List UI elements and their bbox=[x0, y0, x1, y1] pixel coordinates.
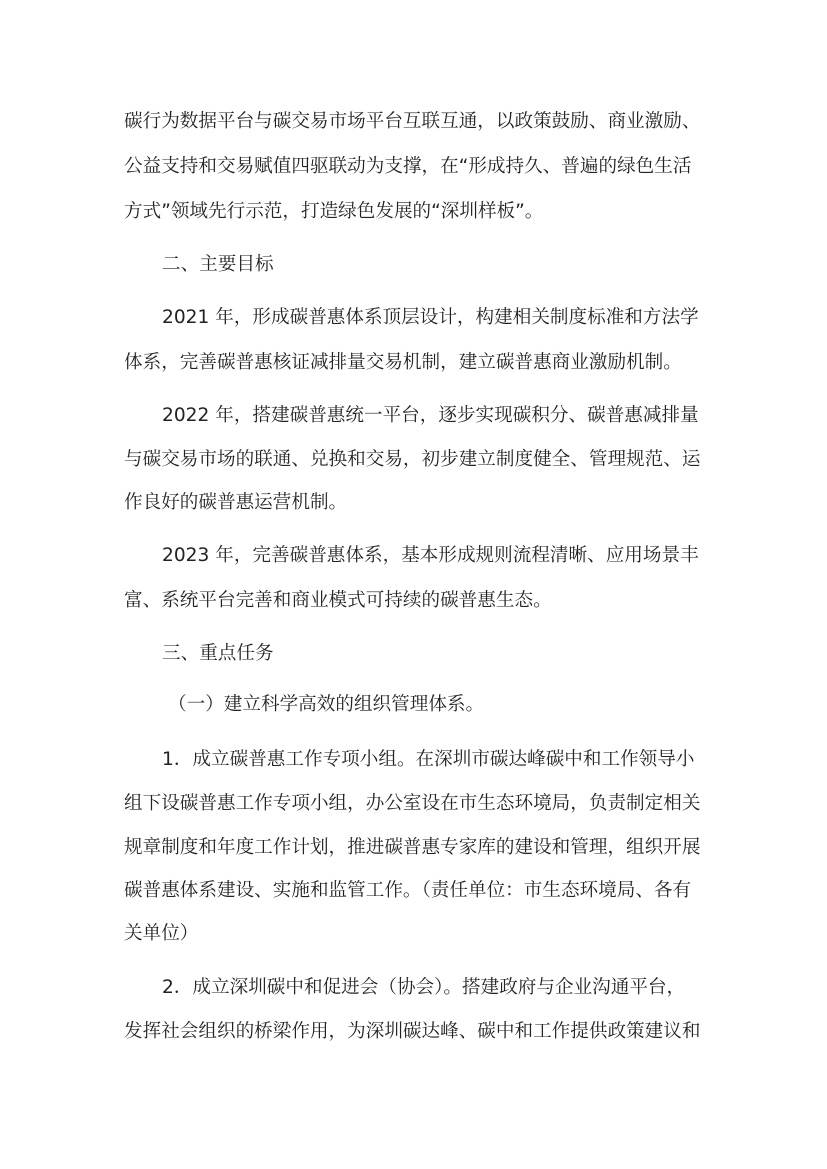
section-heading-goals: 二、主要目标 bbox=[162, 254, 274, 275]
subsection-heading: （一）建立科学高效的组织管理体系。 bbox=[168, 694, 485, 715]
text-line: 公益支持和交易赋值四驱联动为支撑，在“形成持久、普遍的绿色生活 bbox=[124, 156, 692, 177]
text-line: 体系，完善碳普惠核证减排量交易机制，建立碳普惠商业激励机制。 bbox=[124, 352, 682, 373]
text-line: 2022 年，搭建碳普惠统一平台，逐步实现碳积分、碳普惠减排量 bbox=[162, 405, 699, 426]
section-heading-tasks: 三、重点任务 bbox=[162, 643, 274, 664]
text-line: 2023 年，完善碳普惠体系，基本形成规则流程清晰、应用场景丰 bbox=[162, 545, 699, 566]
text-line: 2．成立深圳碳中和促进会（协会）。搭建政府与企业沟通平台， bbox=[162, 977, 686, 998]
text-line: 碳行为数据平台与碳交易市场平台互联互通，以政策鼓励、商业激励、 bbox=[124, 111, 701, 132]
text-line: 组下设碳普惠工作专项小组，办公室设在市生态环境局，负责制定相关 bbox=[124, 793, 701, 814]
text-line: 富、系统平台完善和商业模式可持续的碳普惠生态。 bbox=[124, 590, 552, 611]
text-line: 关单位） bbox=[124, 923, 199, 944]
text-line: 规章制度和年度工作计划，推进碳普惠专家库的建设和管理，组织开展 bbox=[124, 837, 701, 858]
text-line: 碳普惠体系建设、实施和监管工作。（责任单位：市生态环境局、各有 bbox=[124, 880, 692, 901]
text-line: 作良好的碳普惠运营机制。 bbox=[124, 492, 348, 513]
text-line: 1．成立碳普惠工作专项小组。在深圳市碳达峰碳中和工作领导小 bbox=[162, 749, 695, 770]
text-line: 方式”领域先行示范，打造绿色发展的“深圳样板”。 bbox=[124, 201, 544, 222]
text-line: 与碳交易市场的联通、兑换和交易，初步建立制度健全、管理规范、运 bbox=[124, 449, 701, 470]
text-line: 2021 年，形成碳普惠体系顶层设计，构建相关制度标准和方法学 bbox=[162, 307, 699, 328]
text-line: 发挥社会组织的桥梁作用，为深圳碳达峰、碳中和工作提供政策建议和 bbox=[124, 1021, 701, 1042]
